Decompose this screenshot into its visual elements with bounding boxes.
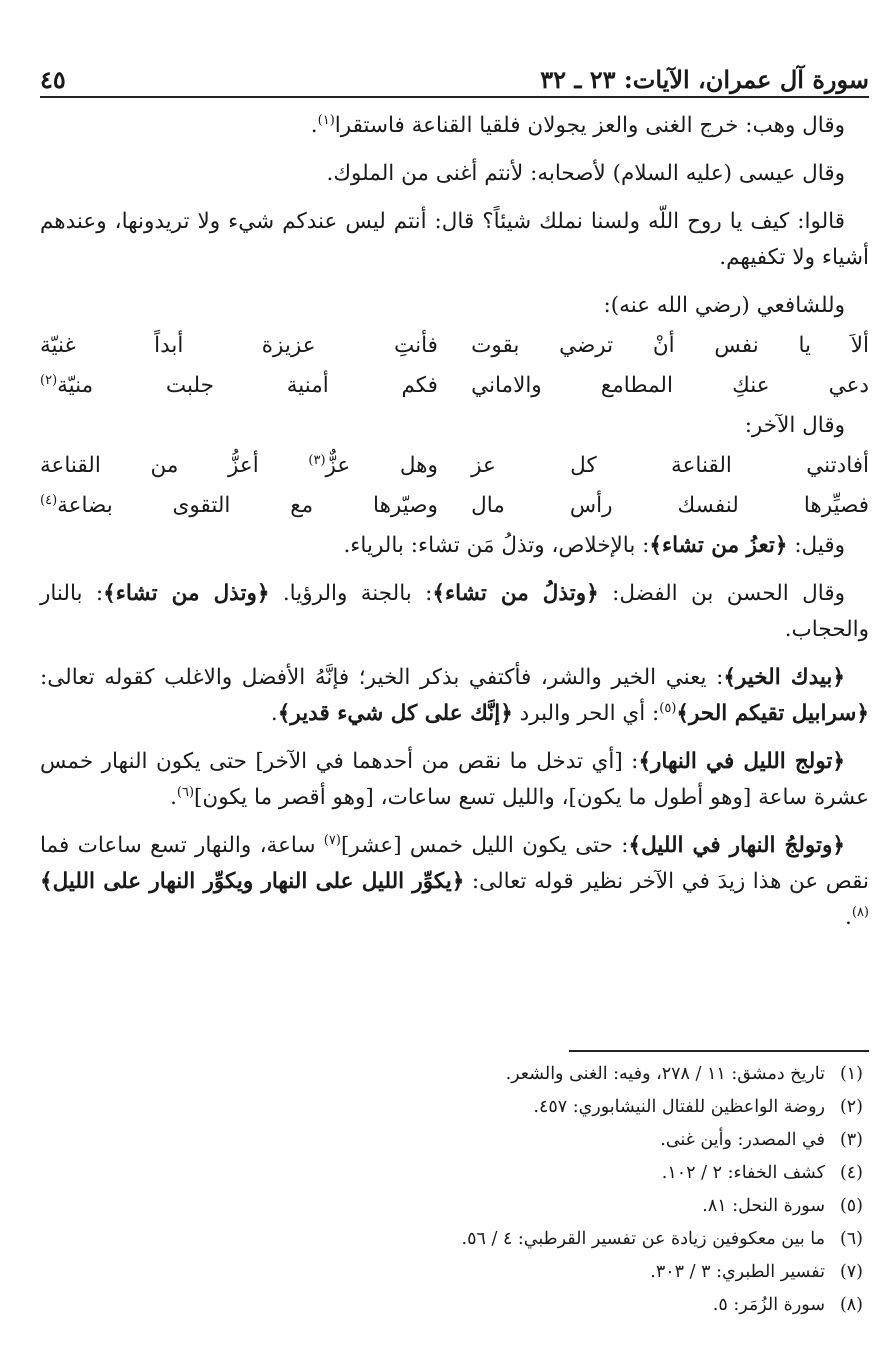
footnote	[40, 1223, 869, 1256]
footnote	[40, 1256, 869, 1289]
footnote	[40, 1190, 869, 1223]
footnote-text: تاريخ دمشق: ١١ / ٢٧٨، وفيه: الغنى والشعر.	[505, 1064, 825, 1084]
footnote	[40, 1124, 869, 1157]
footnote-text: سورة الزُمَر: ٥.	[712, 1295, 825, 1315]
footnote-text: في المصدر: وأين غنى.	[660, 1130, 825, 1150]
footnote-ref: (٧)	[323, 832, 341, 848]
paragraph-akhar: وقال الآخر:	[744, 413, 845, 438]
footnote-separator	[569, 1050, 869, 1052]
footnote-number: (٨)	[839, 1295, 863, 1315]
verse-second-hemistich: وهل عزٌّ$^{(٣)}$ أعزُّ من القناعة	[40, 452, 438, 478]
footnote-ref: (١)	[317, 112, 335, 128]
quran-quote: ﴿وتذل من تشاء﴾	[103, 581, 270, 606]
paragraph-tulij-layl: ﴿تولج الليل في النهار﴾: [أي تدخل ما نقص من أحدهما في الآخر] حتى يكون النهار خمس عشرة ساعة [وهو أطول ما يكون]، والليل تسع ساعات، [وهو أقصر ما يكون]$^{(٦)}$.	[40, 749, 869, 810]
footnote	[40, 1091, 869, 1124]
quran-quote: ﴿تعزُ من تشاء﴾	[649, 533, 788, 558]
verse-first-hemistich: أفادتني القناعة كل عز	[471, 453, 869, 478]
verse-line	[40, 448, 869, 484]
quran-quote: ﴿إنَّك على كل شيء قدير﴾	[277, 701, 513, 726]
quran-quote: ﴿سرابيل تقيكم الحر﴾	[676, 701, 869, 726]
footnote	[40, 1058, 869, 1091]
verse-first-hemistich: دعي عنكِ المطامع والاماني	[471, 373, 869, 398]
footnote-text: كشف الخفاء: ٢ / ١٠٢.	[661, 1163, 825, 1183]
paragraph-qila: وقيل: ﴿تعزُ من تشاء﴾: بالإخلاص، وتذلُ مَن تشاء: بالرياء.	[343, 533, 845, 558]
paragraph-shafii: وللشافعي (رضي الله عنه):	[603, 293, 845, 318]
paragraph-tulij-nahar: ﴿وتولجُ النهار في الليل﴾: حتى يكون الليل خمس [عشر]$^{(٧)}$ ساعة، والنهار تسع ساعات فما نقص عن هذا زيدَ في الآخر نظير قوله تعالى: ﴿يكوِّر الليل على النهار ويكوِّر النهار على الليل﴾$^{(٨)}$.	[40, 832, 870, 930]
footnote-ref: (٣)	[308, 452, 326, 468]
verse-line	[40, 328, 869, 364]
header-rule	[40, 96, 869, 98]
footnote-number: (٣)	[839, 1130, 863, 1150]
footnote-text: تفسير الطبري: ٣ / ٣٠٣.	[650, 1262, 825, 1282]
footnote-ref: (٦)	[176, 784, 195, 800]
footnote-text: روضة الواعظين للفتال النيشابوري: ٤٥٧.	[533, 1097, 825, 1117]
verse-line	[40, 368, 869, 404]
footnote-ref: (٥)	[659, 700, 677, 716]
quran-quote: ﴿بيدك الخير﴾	[723, 665, 845, 690]
paragraph-qalu: قالوا: كيف يا روح اللّه ولسنا نملك شيئاً؟ قال: أنتم ليس عندكم شيء ولا تريدونها، وعندهم أشياء ولا تكفيهم.	[40, 209, 869, 270]
footnotes	[40, 1058, 869, 1322]
quran-quote: ﴿يكوِّر الليل على النهار ويكوِّر النهار على الليل﴾	[40, 869, 465, 894]
verse-second-hemistich: وصيّرها مع التقوى بضاعة$^{(٤)}$	[40, 492, 438, 518]
footnote-number: (٤)	[839, 1163, 863, 1183]
footnote-ref: (٨)	[851, 904, 869, 920]
paragraph-biyadik: ﴿بيدك الخير﴾: يعني الخير والشر، فأكتفي بذكر الخير؛ فإنَّهُ الأفضل والاغلب كقوله تعالى: ﴿سرابيل تقيكم الحر﴾$^{(٥)}$: أي الحر والبرد ﴿إنَّك على كل شيء قدير﴾.	[40, 665, 869, 726]
footnote-ref: (٢)	[40, 372, 58, 388]
footnote-number: (٢)	[839, 1097, 863, 1117]
verse-second-hemistich: فأنتِ عزيزة أبداً غنيّة	[40, 333, 438, 358]
footnote-number: (٦)	[839, 1229, 863, 1249]
footnote	[40, 1157, 869, 1190]
main-text	[40, 108, 869, 948]
verse-first-hemistich: فصيِّرها لنفسك رأس مال	[471, 493, 869, 518]
footnote-number: (٧)	[839, 1262, 863, 1282]
footnote-number: (٥)	[839, 1196, 863, 1216]
running-title: سورة آل عمران، الآيات: ٢٣ ـ ٣٢	[540, 65, 869, 94]
quran-quote: ﴿وتولجُ النهار في الليل﴾	[628, 833, 845, 858]
quran-quote: ﴿تولج الليل في النهار﴾	[638, 749, 846, 774]
paragraph-isa: وقال عيسى (عليه السلام) لأصحابه: لأنتم أغنى من الملوك.	[326, 161, 845, 186]
footnote-text: سورة النحل: ٨١.	[702, 1196, 825, 1216]
paragraph-hasan: وقال الحسن بن الفضل: ﴿وتذلُ من تشاء﴾: بالجنة والرؤيا. ﴿وتذل من تشاء﴾: بالنار والحجاب.	[40, 581, 869, 642]
footnote-ref: (٤)	[40, 492, 58, 508]
footnote-number: (١)	[839, 1064, 863, 1084]
footnote-text: ما بين معكوفين زيادة عن تفسير القرطبي: ٤ / ٥٦.	[461, 1229, 825, 1249]
quran-quote: ﴿وتذلُ من تشاء﴾	[432, 581, 599, 606]
verse-first-hemistich: ألاَ يا نفس أنْ ترضي بقوت	[471, 333, 869, 358]
page-number: ٤٥	[40, 65, 66, 94]
paragraph-wahb: وقال وهب: خرج الغنى والعز يجولان فلقيا القناعة فاستقرا$^{(١)}$.	[310, 112, 845, 138]
page-header	[40, 58, 869, 94]
footnote	[40, 1289, 869, 1322]
verse-line	[40, 488, 869, 524]
verse-second-hemistich: فكم أمنية جلبت منيّة$^{(٢)}$	[40, 372, 438, 398]
